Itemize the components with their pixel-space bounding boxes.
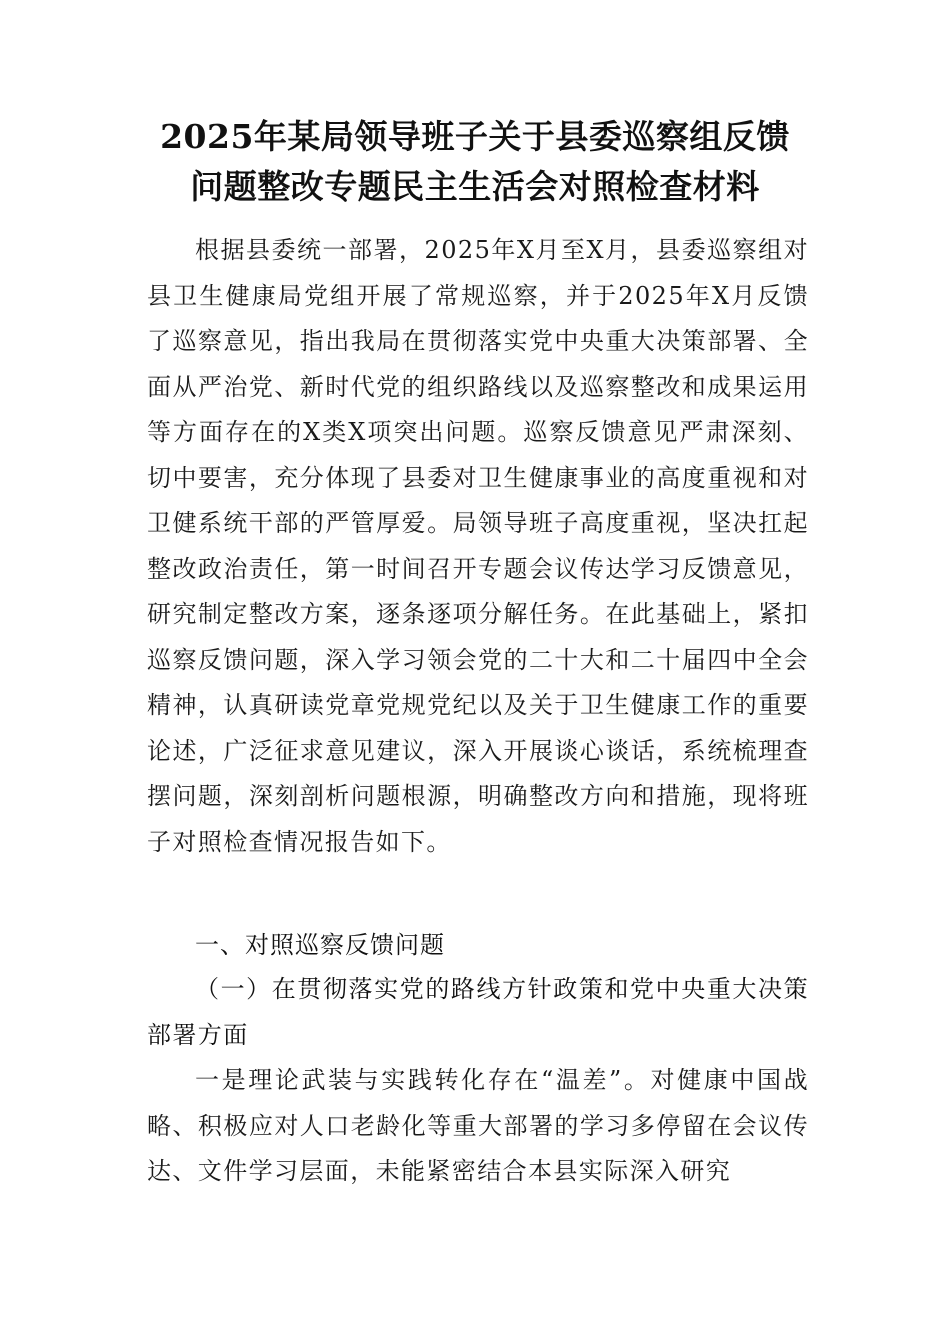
section-heading: 一、对照巡察反馈问题 xyxy=(195,931,445,959)
title-line-2: 问题整改专题民主生活会对照检查材料 xyxy=(190,167,760,206)
subsection-heading: （一）在贯彻落实党的路线方针政策和党中央重大决策部署方面 xyxy=(147,975,809,1049)
point-paragraph: 一是理论武装与实践转化存在“温差”。对健康中国战略、积极应对人口老龄化等重大部署的学习多停留在会议传达、文件学习层面，未能紧密结合本县实际深入研究 xyxy=(147,1066,809,1185)
intro-paragraph: 根据县委统一部署，2025年X月至X月，县委巡察组对县卫生健康局党组开展了常规巡察，并于2025年X月反馈了巡察意见，指出我局在贯彻落实党中央重大决策部署、全面从严治党、新时代党的组织路线以及巡察整改和成果运用等方面存在的X类X项突出问题。巡察反馈意见严肃深刻、切中要害，充分体现了县委对卫生健康事业的高度重视和对卫健系统干部的严管厚爱。局领导班子高度重视，坚决扛起整改政治责任，第一时间召开专题会议传达学习反馈意见，研究制定整改方案，逐条逐项分解任务。在此基础上，紧扣巡察反馈问题，深入学习领会党的二十大和二十届四中全会精神，认真研读党章党规党纪以及关于卫生健康工作的重要论述，广泛征求意见建议，深入开展谈心谈话，系统梳理查摆问题，深刻剖析问题根源，明确整改方向和措施，现将班子对照检查情况报告如下。 xyxy=(147,236,809,856)
document-title xyxy=(120,112,830,212)
title-line-1: 2025年某局领导班子关于县委巡察组反馈 xyxy=(160,117,790,156)
